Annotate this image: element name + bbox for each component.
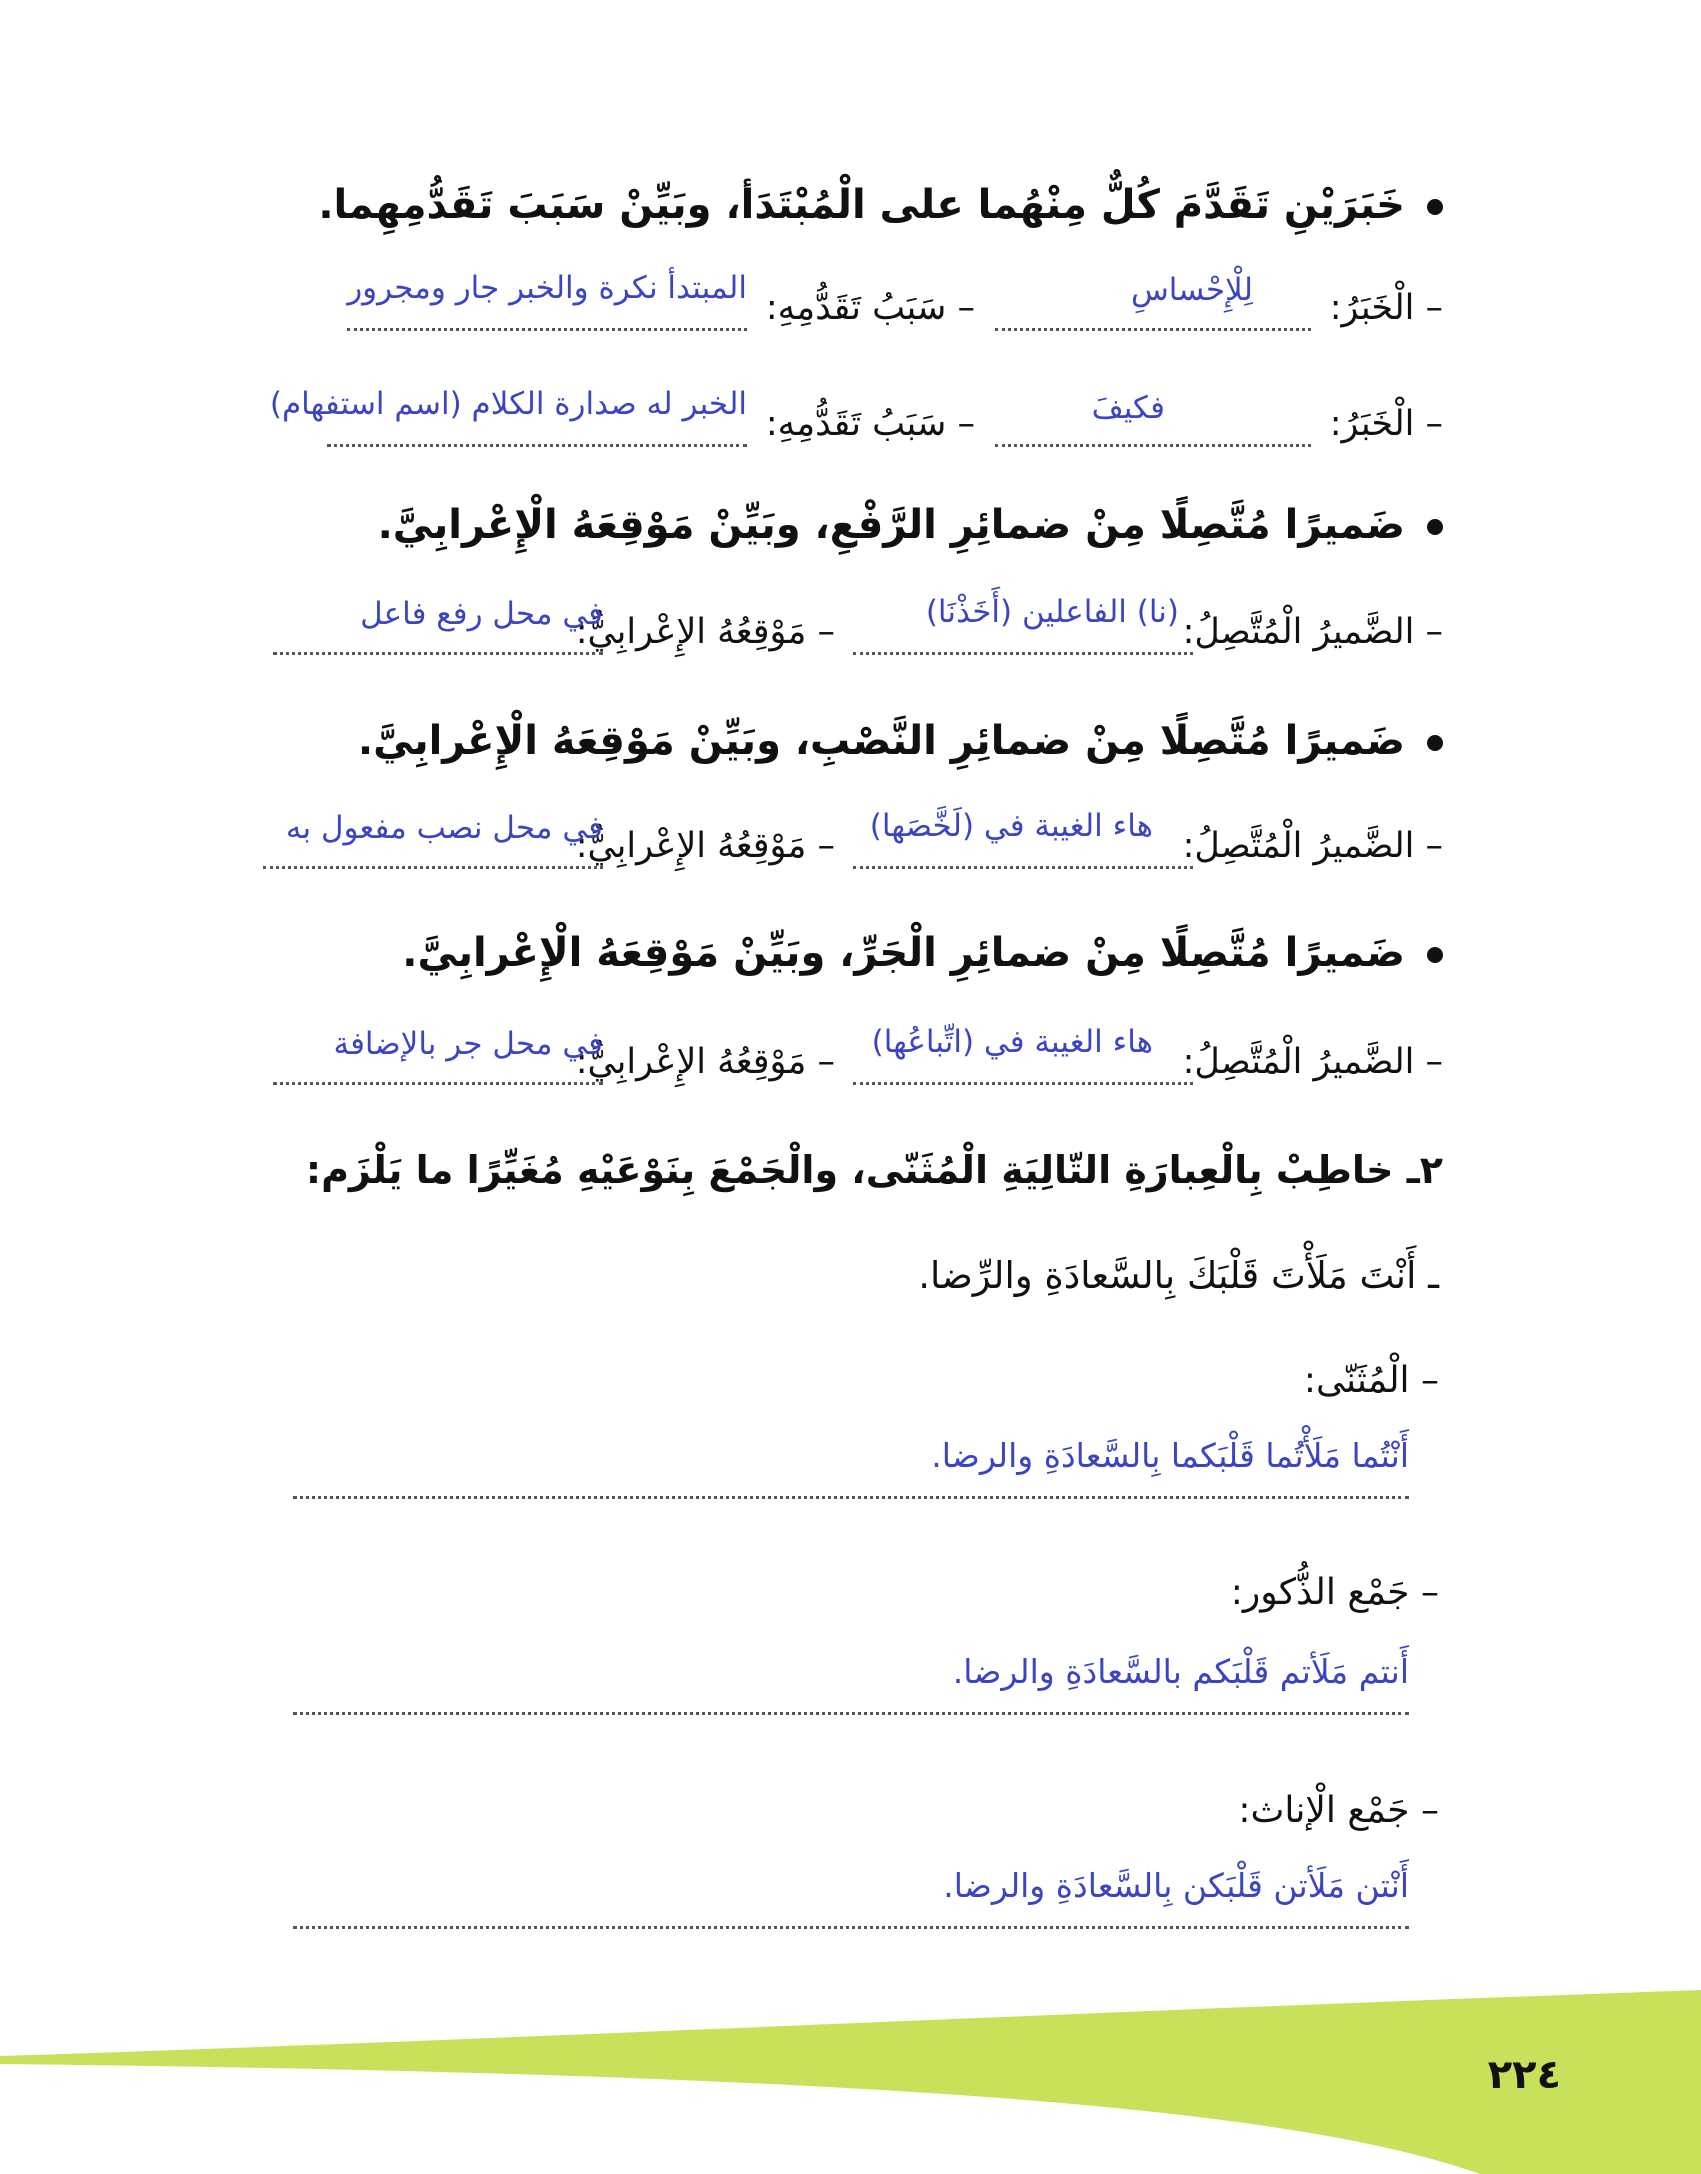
position-label: – مَوْقِعُهُ الإِعْرابِيُّ: xyxy=(575,826,835,866)
answer-row-predicate-1 xyxy=(183,270,1443,340)
predicate-label: – الْخَبَرُ: xyxy=(1329,404,1443,444)
question-text: خَبَرَيْنِ تَقَدَّمَ كُلٌّ مِنْهُما على الْمُبْتَدَأ، وبَيِّنْ سَبَبَ تَقَدُّمِهِما. xyxy=(318,182,1405,228)
bullet-icon xyxy=(1427,519,1443,535)
bullet-icon xyxy=(1427,735,1443,751)
question-pronoun-nominative xyxy=(378,502,1443,548)
predicate-blank xyxy=(995,444,1311,447)
question-text: ضَميرًا مُتَّصِلًا مِنْ ضمائِرِ الرَّفْعِ، وبَيِّنْ مَوْقِعَهُ الْإِعْرابِيَّ. xyxy=(377,502,1405,548)
pronoun-answer: هاء الغيبة في (لَخَّصَها) xyxy=(869,808,1153,844)
reason-blank xyxy=(347,328,747,331)
footer-band xyxy=(0,1990,1701,2174)
question-pronoun-accusative xyxy=(358,718,1443,764)
position-blank xyxy=(273,1082,603,1085)
reason-answer: الخبر له صدارة الكلام (اسم استفهام) xyxy=(269,386,747,422)
bullet-icon xyxy=(1427,199,1443,215)
reason-label: – سَبَبُ تَقَدُّمِهِ: xyxy=(765,404,975,444)
reason-blank xyxy=(327,444,747,447)
pronoun-label: – الضَّميرُ الْمُتَّصِلُ: xyxy=(1182,612,1443,652)
pronoun-blank xyxy=(853,866,1193,869)
predicate-blank xyxy=(995,328,1311,331)
position-answer: في محل جر بالإضافة xyxy=(333,1026,603,1062)
position-blank xyxy=(273,652,603,655)
position-answer: في محل نصب مفعول به xyxy=(285,810,603,846)
position-label: – مَوْقِعُهُ الإِعْرابِيُّ: xyxy=(575,612,835,652)
pronoun-blank xyxy=(853,1082,1193,1085)
position-label: – مَوْقِعُهُ الإِعْرابِيُّ: xyxy=(575,1042,835,1082)
question-text: ضَميرًا مُتَّصِلًا مِنْ ضمائِرِ النَّصْبِ، وبَيِّنْ مَوْقِعَهُ الْإِعْرابِيَّ. xyxy=(357,718,1405,764)
question-pronoun-genitive xyxy=(402,930,1443,976)
answer-row-pronoun-3 xyxy=(183,1024,1443,1094)
masculine-plural-answer: أَنتم مَلَأتم قَلْبَكم بالسَّعادَةِ والرضا. xyxy=(952,1652,1409,1691)
dual-label: – الْمُثَنّى: xyxy=(1303,1360,1439,1401)
pronoun-answer: (نا) الفاعلين (أَخَذْنَا) xyxy=(925,594,1179,630)
question-text: ضَميرًا مُتَّصِلًا مِنْ ضمائِرِ الْجَرِّ، وبَيِّنْ مَوْقِعَهُ الْإِعْرابِيَّ. xyxy=(402,930,1405,976)
predicate-answer: فكيفَ xyxy=(1091,390,1165,426)
reason-label: – سَبَبُ تَقَدُّمِهِ: xyxy=(765,288,975,328)
predicate-label: – الْخَبَرُ: xyxy=(1329,288,1443,328)
masculine-plural-blank xyxy=(293,1712,1409,1715)
pronoun-answer: هاء الغيبة في (اتِّباعُها) xyxy=(871,1024,1153,1060)
pronoun-label: – الضَّميرُ الْمُتَّصِلُ: xyxy=(1182,826,1443,866)
question-2: ٢ـ خاطِبْ بِالْعِبارَةِ التّالِيَةِ الْمُثَنّى، والْجَمْعَ بِنَوْعَيْهِ مُغَيِّرًا ما يَلْزَم: xyxy=(305,1148,1443,1192)
dual-answer: أَنْتُما مَلَأْتُما قَلْبَكما بِالسَّعادَةِ والرضا. xyxy=(931,1436,1409,1475)
answer-row-pronoun-1 xyxy=(183,594,1443,664)
bullet-icon xyxy=(1427,947,1443,963)
feminine-plural-answer: أَنْتن مَلَأتن قَلْبَكن بِالسَّعادَةِ والرضا. xyxy=(943,1866,1409,1905)
dual-blank xyxy=(293,1496,1409,1499)
answer-row-predicate-2 xyxy=(183,386,1443,456)
answer-row-pronoun-2 xyxy=(183,808,1443,878)
question-predicates xyxy=(318,182,1443,228)
pronoun-blank xyxy=(853,652,1193,655)
pronoun-label: – الضَّميرُ الْمُتَّصِلُ: xyxy=(1182,1042,1443,1082)
masculine-plural-label: – جَمْع الذُّكور: xyxy=(1230,1572,1439,1613)
position-answer: في محل رفع فاعل xyxy=(360,596,603,632)
position-blank xyxy=(263,866,603,869)
predicate-answer: لِلْإِحْساسِ xyxy=(1130,272,1253,308)
reason-answer: المبتدأ نكرة والخبر جار ومجرور xyxy=(347,270,747,306)
page-number: ٢٢٤ xyxy=(1487,2052,1561,2098)
feminine-plural-label: – جَمْع الْإناث: xyxy=(1238,1790,1439,1831)
base-sentence: ـ أَنْتَ مَلَأْتَ قَلْبَكَ بِالسَّعادَةِ والرِّضا. xyxy=(918,1254,1439,1297)
feminine-plural-blank xyxy=(293,1926,1409,1929)
